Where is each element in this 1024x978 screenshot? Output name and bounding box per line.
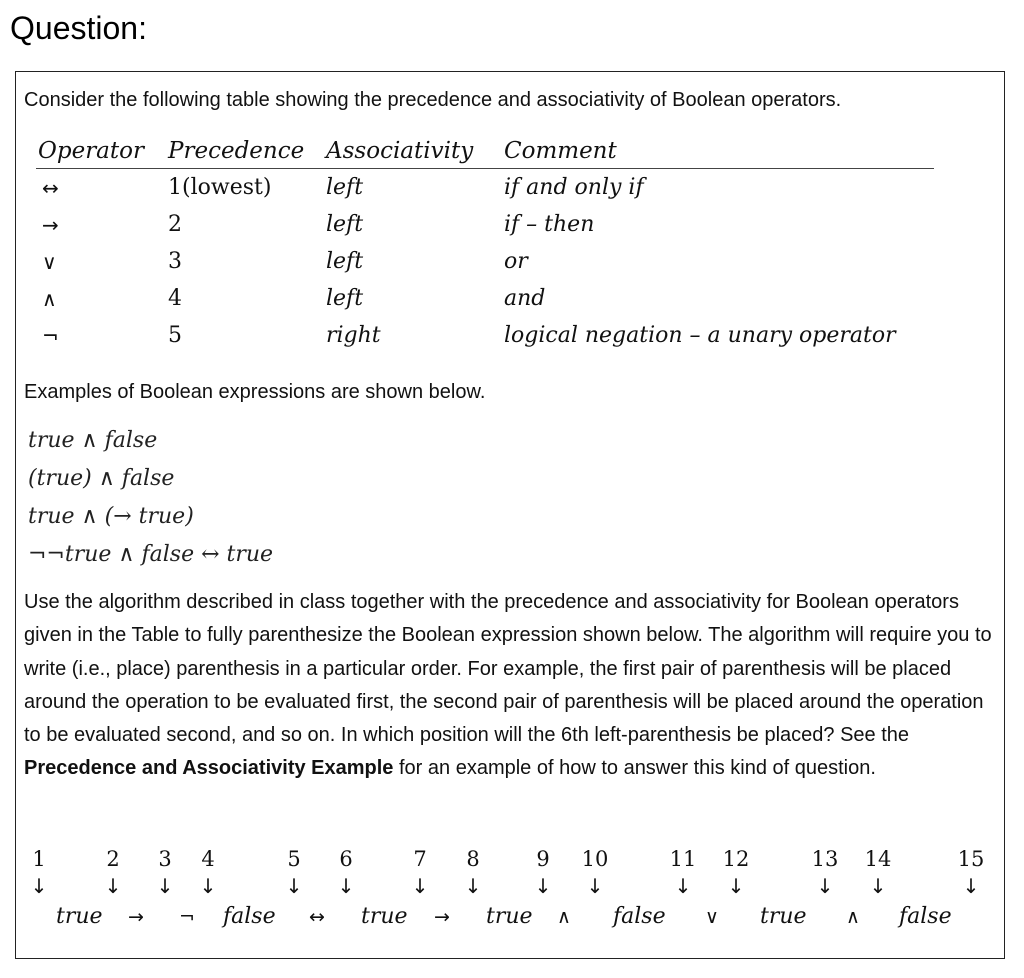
down-arrow-icon: ↓ [962, 874, 980, 898]
position-marker [858, 846, 898, 900]
position-number: 6 [339, 847, 353, 871]
or-operator: ∨ [705, 906, 719, 928]
header-associativity: Associativity [324, 134, 502, 169]
comment-cell: if and only if [504, 175, 644, 200]
expression-token: true [56, 904, 103, 929]
position-number: 9 [536, 847, 550, 871]
position-marker [145, 846, 185, 900]
position-number: 1 [32, 847, 46, 871]
expression-token: true [486, 904, 533, 929]
precedence-cell: 4 [168, 286, 182, 311]
position-marker [400, 846, 440, 900]
and-operator: ∧ [846, 906, 860, 928]
position-marker [326, 846, 366, 900]
down-arrow-icon: ↓ [534, 874, 552, 898]
question-box [15, 71, 1005, 959]
table-row [36, 243, 934, 280]
down-arrow-icon: ↓ [674, 874, 692, 898]
position-number: 12 [722, 847, 750, 871]
precedence-cell: 2 [168, 212, 182, 237]
intro-text: Consider the following table showing the precedence and associativity of Boolean operators. [24, 89, 842, 111]
position-marker [716, 846, 756, 900]
operator-and-symbol: ∧ [42, 286, 57, 311]
comment-cell: or [504, 249, 528, 274]
example-expression: ¬¬true ∧ false ↔ true [28, 542, 274, 567]
table-row [36, 280, 934, 317]
expression-positions [16, 846, 1006, 956]
comment-cell: if – then [504, 212, 595, 237]
table-row [36, 169, 934, 207]
position-marker [805, 846, 845, 900]
position-number: 15 [957, 847, 985, 871]
down-arrow-icon: ↓ [411, 874, 429, 898]
position-marker [575, 846, 615, 900]
position-marker [19, 846, 59, 900]
operator-not-symbol: ¬ [42, 323, 59, 348]
position-number: 11 [669, 847, 697, 871]
instructions-paragraph [24, 586, 999, 786]
operator-implies-symbol: → [42, 212, 59, 237]
position-number: 7 [413, 847, 427, 871]
associativity-cell: right [326, 323, 381, 348]
down-arrow-icon: ↓ [464, 874, 482, 898]
down-arrow-icon: ↓ [869, 874, 887, 898]
question-heading: Question: [10, 10, 147, 46]
position-marker [274, 846, 314, 900]
expression-token: false [613, 904, 666, 929]
expression-token: false [899, 904, 952, 929]
position-marker [188, 846, 228, 900]
down-arrow-icon: ↓ [816, 874, 834, 898]
position-marker [951, 846, 991, 900]
position-number: 14 [864, 847, 892, 871]
example-expression: true ∧ (→ true) [28, 504, 194, 529]
expression-token: false [223, 904, 276, 929]
instructions-text: Use the algorithm described in class together with the precedence and associativity for Boolean operators given in the Table to fully parenthesize the Boolean expression shown below. The algorithm will require you to write (i.e., place) parenthesis in a particular order. For example, the first pair of parenthesis will be placed around the operation to be evaluated first, the second pair of parenthesis will be placed around the operation to be evaluated second, and so on. In which position will the 6th left-parenthesis be placed? See the [24, 591, 992, 747]
down-arrow-icon: ↓ [586, 874, 604, 898]
expression-token: true [361, 904, 408, 929]
position-number: 4 [201, 847, 215, 871]
position-number: 10 [581, 847, 609, 871]
operator-iff-symbol: ↔ [42, 175, 59, 200]
down-arrow-icon: ↓ [156, 874, 174, 898]
position-marker [523, 846, 563, 900]
down-arrow-icon: ↓ [30, 874, 48, 898]
position-number: 8 [466, 847, 480, 871]
not-operator: ¬ [179, 906, 195, 928]
header-operator: Operator [36, 134, 166, 169]
implies-operator: → [434, 906, 450, 928]
expression-token: true [760, 904, 807, 929]
associativity-cell: left [326, 249, 364, 274]
position-number: 5 [287, 847, 301, 871]
down-arrow-icon: ↓ [727, 874, 745, 898]
down-arrow-icon: ↓ [285, 874, 303, 898]
precedence-table [36, 134, 934, 354]
header-comment: Comment [502, 134, 934, 169]
example-expression: (true) ∧ false [28, 466, 175, 491]
and-operator: ∧ [557, 906, 571, 928]
implies-operator: → [128, 906, 144, 928]
down-arrow-icon: ↓ [104, 874, 122, 898]
example-expression: true ∧ false [28, 428, 158, 453]
position-number: 2 [106, 847, 120, 871]
table-row [36, 206, 934, 243]
examples-list [28, 422, 273, 574]
position-number: 13 [811, 847, 839, 871]
table-row [36, 317, 934, 354]
precedence-cell: 3 [168, 249, 182, 274]
down-arrow-icon: ↓ [337, 874, 355, 898]
precedence-cell: 5 [168, 323, 182, 348]
example-link-text: Precedence and Associativity Example [24, 757, 394, 780]
associativity-cell: left [326, 175, 364, 200]
examples-intro-text: Examples of Boolean expressions are shown below. [24, 381, 486, 403]
iff-operator: ↔ [309, 906, 325, 928]
position-marker [663, 846, 703, 900]
table-header-row [36, 134, 934, 169]
header-precedence: Precedence [166, 134, 324, 169]
associativity-cell: left [326, 286, 364, 311]
position-marker [453, 846, 493, 900]
precedence-cell: 1(lowest) [168, 175, 272, 200]
comment-cell: logical negation – a unary operator [504, 323, 896, 348]
position-number: 3 [158, 847, 172, 871]
associativity-cell: left [326, 212, 364, 237]
position-marker [93, 846, 133, 900]
down-arrow-icon: ↓ [199, 874, 217, 898]
instructions-text-end: for an example of how to answer this kind of question. [393, 757, 876, 780]
comment-cell: and [504, 286, 546, 311]
operator-or-symbol: ∨ [42, 249, 57, 274]
